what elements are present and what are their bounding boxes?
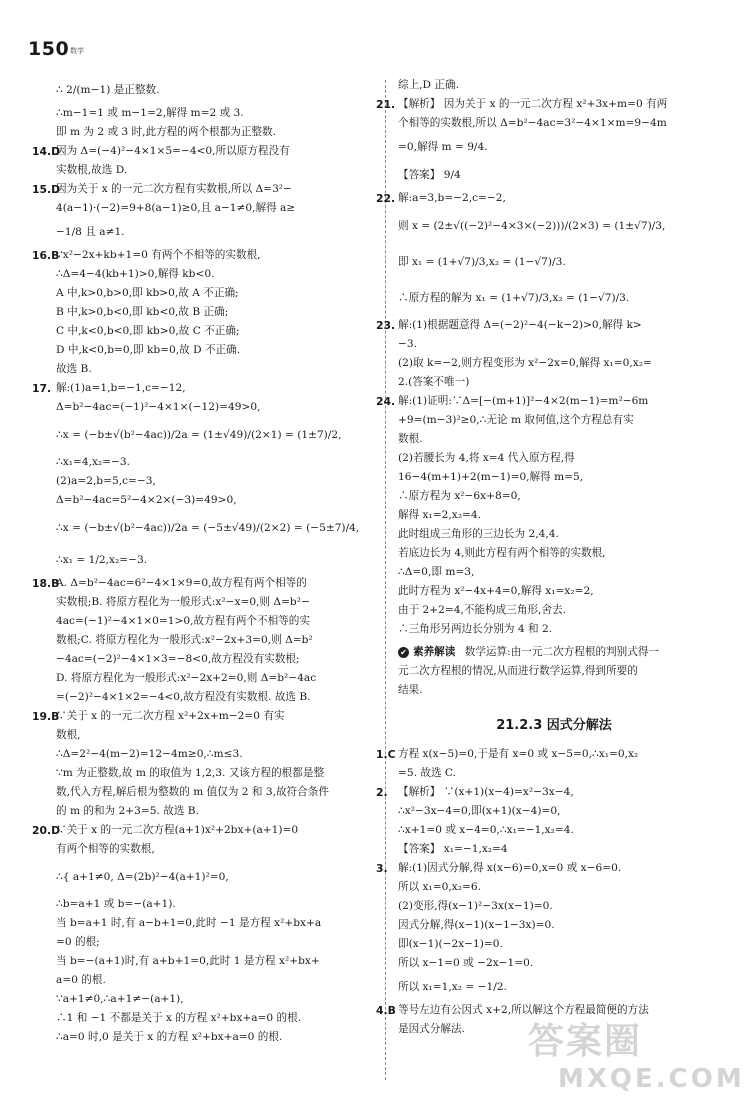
answer-text: ∵关于 x 的一元二次方程 x²+2x+m−2=0 有实: [56, 710, 285, 722]
answer-line: [376, 316, 710, 335]
answer-text: 解得 x₁=2,x₂=4.: [398, 509, 481, 521]
answer-text: 16−4(m+1)+2(m−1)=0,解得 m=5,: [398, 471, 584, 483]
answer-line: [56, 123, 372, 142]
answer-line: [56, 303, 372, 322]
answer-text: 若底边长为 4,则此方程有两个相等的实数根,: [398, 547, 606, 559]
answer-text: 即 m 为 2 或 3 时,此方程的两个根都为正整数.: [56, 126, 276, 138]
answer-line: [56, 933, 372, 952]
answer-text: 方程 x(x−5)=0,于是有 x=0 或 x−5=0,∴x₁=0,x₂: [398, 748, 639, 760]
right-column: [376, 76, 710, 1039]
answer-text: a=0 的根.: [56, 974, 106, 986]
answer-text: 此时方程为 x²−4x+4=0,解得 x₁=x₂=2,: [398, 585, 594, 597]
answer-text: −4ac=(−2)²−4×1×3=−8<0,故方程没有实数根;: [56, 653, 300, 665]
answer-text: 4ac=(−1)²−4×1×0=1>0,故方程有两个不相等的实: [56, 615, 310, 627]
answer-line: [398, 244, 710, 280]
question-number: 1.C: [376, 748, 396, 761]
question-number: 3.: [376, 862, 388, 875]
answer-text: (2)变形,得(x−1)²−3x(x−1)=0.: [398, 900, 553, 912]
answer-text: =(−2)²−4×1×2=−4<0,故方程没有实数根. 故选 B.: [56, 691, 311, 703]
answer-text: 【答案】 x₁=−1,x₂=4: [398, 843, 508, 855]
answer-text: ∵a+1≠0,∴a+1≠−(a+1),: [56, 993, 184, 1005]
question-number: 20.D: [32, 824, 61, 837]
answer-text: A 中,k>0,b>0,即 kb>0,故 A 不正确;: [56, 287, 239, 299]
question-number: 4.B: [376, 1004, 396, 1017]
answer-line: [32, 246, 372, 265]
answer-line: [376, 745, 710, 764]
answer-text: ∴x²−3x−4=0,即(x+1)(x−4)=0,: [398, 805, 561, 817]
answer-text: 因式分解,得(x−1)(x−1−3x)=0.: [398, 919, 555, 931]
answer-text: 因为 Δ=(−4)²−4×1×5=−4<0,所以原方程没有: [56, 145, 290, 157]
answer-line: [56, 322, 372, 341]
answer-text: 所以 x₁=0,x₂=6.: [398, 881, 481, 893]
answer-line: [398, 280, 710, 316]
answer-line: [398, 897, 710, 916]
answer-line: [398, 525, 710, 544]
answer-line: [398, 161, 710, 189]
literacy-line: 元二次方程根的情况,从而进行数学运算,得到所要的: [398, 665, 638, 677]
answer-text: ∴x₁ = 1/2,x₂=−3.: [56, 554, 148, 566]
answer-text: Δ=b²−4ac=(−1)²−4×1×(−12)=49>0,: [56, 401, 261, 413]
left-column: [32, 76, 372, 1047]
answer-text: 2.(答案不唯一): [398, 376, 470, 388]
question-number: 16.B: [32, 249, 60, 262]
question-number: 17.: [32, 382, 52, 395]
question-number: 18.B: [32, 577, 60, 590]
answer-text: 综上,D 正确.: [398, 79, 459, 91]
answer-line: [56, 914, 372, 933]
answer-line: [56, 453, 372, 472]
question-number: 24.: [376, 395, 396, 408]
answer-line: [398, 114, 710, 133]
answer-line: [56, 669, 372, 688]
answer-line: [398, 76, 710, 95]
answer-line: [398, 821, 710, 840]
answer-line: [398, 133, 710, 161]
answer-line: [32, 379, 372, 398]
answer-line: [56, 650, 372, 669]
literacy-line: 数学运算:由一元二次方程根的判别式得一: [464, 646, 660, 658]
answer-line: [56, 840, 372, 859]
answer-text: 因为关于 x 的一元二次方程有实数根,所以 Δ=3²−: [56, 183, 292, 195]
answer-line: [398, 487, 710, 506]
answer-line: [376, 859, 710, 878]
answer-line: [56, 161, 372, 180]
answer-text: ∴Δ=0,即 m=3,: [398, 566, 475, 578]
answer-text: 【答案】 9/4: [398, 169, 461, 181]
answer-text: 有两个相等的实数根,: [56, 843, 155, 855]
answer-line: [398, 620, 710, 639]
answer-text: 数根.: [398, 433, 423, 445]
answer-text: C 中,k<0,b<0,即 kb>0,故 C 不正确;: [56, 325, 240, 337]
answer-text: =0,解得 m = 9/4.: [398, 141, 488, 153]
answer-line: [56, 726, 372, 745]
answer-text: D 中,k<0,b=0,即 kb=0,故 D 不正确.: [56, 344, 241, 356]
answer-line: [32, 142, 372, 161]
answer-line: [398, 208, 710, 244]
answer-line: [32, 821, 372, 840]
answer-text: 解:a=3,b=−2,c=−2,: [398, 192, 506, 204]
answer-text: −1/8 且 a≠1.: [56, 226, 125, 238]
answer-line: [398, 973, 710, 1001]
answer-text: 即(x−1)(−2x−1)=0.: [398, 938, 503, 950]
answer-line: [56, 104, 372, 123]
watermark-top-text: 答案圈: [528, 1021, 643, 1062]
answer-text: 实数根,故选 D.: [56, 164, 128, 176]
answer-text: D. 将原方程化为一般形式:x²−2x+2=0,则 Δ=b²−4ac: [56, 672, 317, 684]
answer-line: [32, 574, 372, 593]
answer-text: 所以 x−1=0 或 −2x−1=0.: [398, 957, 534, 969]
answer-text: +9=(m−3)²≥0,∴无论 m 取何值,这个方程总有实: [398, 414, 634, 426]
answer-text: 解:(1)根据题意得 Δ=(−2)²−4(−k−2)>0,解得 k>: [398, 319, 642, 331]
answer-text: 【解析】 ∵(x+1)(x−4)=x²−3x−4,: [398, 786, 574, 798]
answer-line: [398, 335, 710, 354]
answer-text: ∴三角形另两边长分别为 4 和 2.: [398, 623, 553, 635]
answer-text: ∴b=a+1 或 b=−(a+1).: [56, 898, 176, 910]
answer-text: ∴a=0 时,0 是关于 x 的方程 x²+bx+a=0 的根.: [56, 1031, 283, 1043]
answer-line: [398, 373, 710, 392]
answer-line: [376, 189, 710, 208]
page-number-subject: 数学: [70, 47, 84, 55]
answer-line: [56, 895, 372, 914]
answer-text: 4(a−1)·(−2)=9+8(a−1)≥0,且 a−1≠0,解得 a≥: [56, 202, 296, 214]
answer-text: 个相等的实数根,所以 Δ=b²−4ac=3²−4×1×m=9−4m: [398, 117, 667, 129]
watermark-logo: [528, 1020, 745, 1098]
answer-line: [376, 392, 710, 411]
watermark-bottom-text: MXQE.COM: [558, 1064, 745, 1094]
answer-line: [32, 707, 372, 726]
answer-text: ∴{ a+1≠0, Δ=(2b)²−4(a+1)²=0,: [56, 871, 229, 883]
answer-line: [56, 76, 372, 104]
answer-line: [398, 878, 710, 897]
answer-line: [398, 563, 710, 582]
answer-text: 解:(1)因式分解,得 x(x−6)=0,x=0 或 x−6=0.: [398, 862, 622, 874]
answer-line: [56, 783, 372, 802]
answer-line: [56, 360, 372, 379]
answer-text: 由于 2+2=4,不能构成三角形,舍去.: [398, 604, 566, 616]
answer-line: [56, 472, 372, 491]
answer-line: [398, 935, 710, 954]
answer-line: [376, 783, 710, 802]
answer-line: [56, 1028, 372, 1047]
answer-text: ∴Δ=2²−4(m−2)=12−4m≥0,∴m≤3.: [56, 748, 243, 760]
answer-line: [56, 971, 372, 990]
answer-text: 的 m 的和为 2+3=5. 故选 B.: [56, 805, 199, 817]
answer-line: [398, 411, 710, 430]
answer-line: [56, 546, 372, 574]
answer-text: −3.: [398, 338, 417, 350]
answer-line: [56, 284, 372, 303]
answer-line: [56, 745, 372, 764]
answer-text: ∴原方程为 x²−6x+8=0,: [398, 490, 521, 502]
answer-text: 即 x₁ = (1+√7)/3,x₂ = (1−√7)/3.: [398, 256, 566, 268]
answer-line: [56, 952, 372, 971]
answer-line: [56, 764, 372, 783]
answer-text: (2)取 k=−2,则方程变形为 x²−2x=0,解得 x₁=0,x₂=: [398, 357, 652, 369]
answer-text: 所以 x₁=1,x₂ = −1/2.: [398, 981, 507, 993]
answer-text: ∴x = (−b±√(b²−4ac))/2a = (1±√49)/(2×1) = (1±7)/2,: [56, 429, 342, 441]
answer-line: [398, 449, 710, 468]
answer-line: [398, 468, 710, 487]
question-number: 15.D: [32, 183, 61, 196]
answer-text: 数根;C. 将原方程化为一般形式:x²−2x+3=0,则 Δ=b²: [56, 634, 313, 646]
answer-text: =0 的根;: [56, 936, 100, 948]
answer-line: [56, 491, 372, 510]
answer-text: 此时组成三角形的三边长为 2,4,4.: [398, 528, 559, 540]
answer-text: 数,代入方程,解后根为整数的 m 值仅为 2 和 3,故符合条件: [56, 786, 329, 798]
right-answers-part-1: [376, 76, 710, 639]
answer-text: 解:(1)证明:∵Δ=[−(m+1)]²−4×2(m−1)=m²−6m: [398, 395, 649, 407]
answer-text: 当 b=−(a+1)时,有 a+b+1=0,此时 1 是方程 x²+bx+: [56, 955, 320, 967]
answer-line: [56, 859, 372, 895]
answer-line: [56, 612, 372, 631]
question-number: 14.D: [32, 145, 61, 158]
answer-text: ∴原方程的解为 x₁ = (1+√7)/3,x₂ = (1−√7)/3.: [398, 292, 630, 304]
answer-line: [56, 1009, 372, 1028]
answer-line: [398, 506, 710, 525]
answer-text: 是因式分解法.: [398, 1023, 465, 1035]
answer-line: [32, 180, 372, 199]
question-number: 23.: [376, 319, 396, 332]
answer-text: B 中,k>0,b<0,即 kb<0,故 B 正确;: [56, 306, 229, 318]
answer-text: ∴1 和 −1 不都是关于 x 的方程 x²+bx+a=0 的根.: [56, 1012, 302, 1024]
answer-line: [56, 218, 372, 246]
answer-line: [56, 199, 372, 218]
answer-text: (2)若腰长为 4,将 x=4 代入原方程,得: [398, 452, 575, 464]
answer-text: ∵x²−2x+kb+1=0 有两个不相等的实数根,: [56, 249, 261, 261]
section-title: 21.2.3 因式分解法: [496, 718, 612, 733]
answer-text: 当 b=a+1 时,有 a−b+1=0,此时 −1 是方程 x²+bx+a: [56, 917, 322, 929]
answer-line: [56, 398, 372, 417]
answer-line: [398, 544, 710, 563]
answer-text: 则 x = (2±√((−2)²−4×3×(−2)))/(2×3) = (1±√7)/3,: [398, 220, 666, 232]
answer-line: [398, 916, 710, 935]
answer-text: 故选 B.: [56, 363, 92, 375]
answer-text: (2)a=2,b=5,c=−3,: [56, 475, 156, 487]
answer-line: [398, 764, 710, 783]
answer-line: [398, 802, 710, 821]
answer-line: [56, 510, 372, 546]
answer-text: ∴x = (−b±√(b²−4ac))/2a = (−5±√49)/(2×2) = (−5±7)/4,: [56, 522, 360, 534]
answer-text: ∴x₁=4,x₂=−3.: [56, 456, 131, 468]
answer-line: [56, 802, 372, 821]
question-number: 22.: [376, 192, 396, 205]
answer-line: [398, 430, 710, 449]
page-number: 150: [28, 38, 70, 60]
literacy-title: 素养解读: [413, 646, 456, 658]
answer-text: 解:(1)a=1,b=−1,c=−12,: [56, 382, 186, 394]
answer-line: [56, 631, 372, 650]
answer-line: [398, 354, 710, 373]
answer-text: 数根,: [56, 729, 81, 741]
answer-text: ∵m 为正整数,故 m 的取值为 1,2,3. 又该方程的根都是整: [56, 767, 325, 779]
answer-text: A. Δ=b²−4ac=6²−4×1×9=0,故方程有两个相等的: [56, 577, 307, 589]
answer-line: [56, 688, 372, 707]
answer-line: [398, 582, 710, 601]
answer-line: [398, 840, 710, 859]
literacy-note: [398, 643, 710, 662]
question-number: 21.: [376, 98, 396, 111]
answer-line: [56, 341, 372, 360]
answer-line: [56, 265, 372, 284]
answer-text: =5. 故选 C.: [398, 767, 457, 779]
answer-text: 实数根;B. 将原方程化为一般形式:x²−x=0,则 Δ=b²−: [56, 596, 310, 608]
answer-text: ∴ 2/(m−1) 是正整数.: [56, 84, 160, 96]
answer-line: [376, 1001, 710, 1020]
answer-text: ∵关于 x 的一元二次方程(a+1)x²+2bx+(a+1)=0: [56, 824, 299, 836]
right-answers-part-2: [376, 745, 710, 1039]
answer-line: [56, 990, 372, 1009]
question-number: 19.B: [32, 710, 60, 723]
column-divider: [385, 80, 386, 1080]
answer-text: 【解析】 因为关于 x 的一元二次方程 x²+3x+m=0 有两: [398, 98, 668, 110]
answer-line: [56, 593, 372, 612]
answer-text: ∴m−1=1 或 m−1=2,解得 m=2 或 3.: [56, 107, 244, 119]
question-number: 2.: [376, 786, 388, 799]
answer-text: 等号左边有公因式 x+2,所以解这个方程最简便的方法: [398, 1004, 649, 1016]
answer-text: ∴Δ=4−4(kb+1)>0,解得 kb<0.: [56, 268, 215, 280]
answer-line: [398, 601, 710, 620]
literacy-line: 结果.: [398, 684, 423, 696]
answer-line: [398, 954, 710, 973]
answer-line: [376, 95, 710, 114]
answer-text: Δ=b²−4ac=5²−4×2×(−3)=49>0,: [56, 494, 237, 506]
answer-text: ∴x+1=0 或 x−4=0,∴x₁=−1,x₂=4.: [398, 824, 574, 836]
answer-line: [56, 417, 372, 453]
check-icon: ✔: [398, 647, 409, 658]
